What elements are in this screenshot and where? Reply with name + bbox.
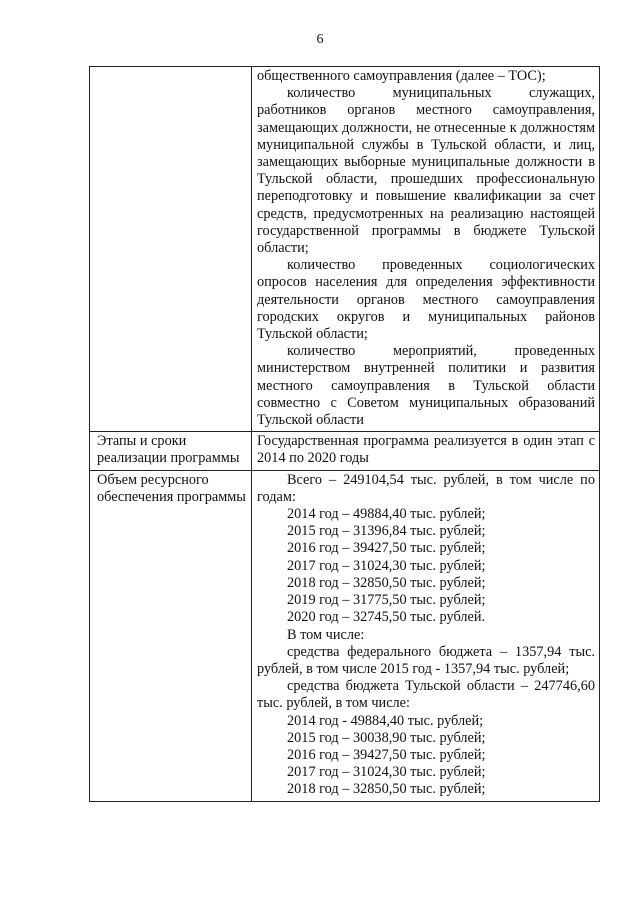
regional-year: 2018 год – 32850,50 тыс. рублей; (287, 781, 486, 798)
regional-year: 2014 год - 49884,40 тыс. рублей; (287, 712, 484, 729)
federal-funds: средства федерального бюджета – 1357,94 тыс. рублей, в том числе 2015 год - 1357,94 тыс. рублей; (257, 643, 595, 677)
row-content (252, 67, 600, 432)
table-row (90, 470, 600, 801)
regional-year: 2015 год – 30038,90 тыс. рублей; (287, 729, 486, 746)
table-row (90, 67, 600, 432)
indicator-item: количество мероприятий, проведенных министерством внутренней политики и развития местного самоуправления в Тульской области совместно с Советом муниципальных образований Тульской области (257, 343, 595, 429)
funding-year: 2017 год – 31024,30 тыс. рублей; (287, 557, 486, 574)
row-label: Этапы и сроки реализации программы (90, 432, 252, 470)
funding-year: 2016 год – 39427,50 тыс. рублей; (287, 540, 486, 557)
funding-year: 2018 год – 32850,50 тыс. рублей; (287, 574, 486, 591)
indicator-item: количество муниципальных служащих, работников органов местного самоуправления, замещающих должности, не отнесенные к должностям муниципальной службы в Тульской области, и лиц, замещающих выборные муниципальные должности в Тульской области, прошедших профессиональную переподготовку и повышение квалификации за счет средств, предусмотренных на реализацию настоящей государственной программы в бюджете Тульской области; (257, 85, 595, 257)
funding-year: 2019 год – 31775,50 тыс. рублей; (287, 592, 486, 609)
row-content (252, 432, 600, 470)
including-label: В том числе: (287, 626, 365, 643)
funding-year: 2014 год – 49884,40 тыс. рублей; (287, 506, 486, 523)
program-passport-table (89, 66, 600, 802)
regional-year: 2016 год – 39427,50 тыс. рублей; (287, 746, 486, 763)
row-content (252, 470, 600, 801)
page-number: 6 (316, 32, 324, 47)
funding-year: 2015 год – 31396,84 тыс. рублей; (287, 523, 486, 540)
funding-year: 2020 год – 32745,50 тыс. рублей. (287, 609, 486, 626)
continued-line: общественного самоуправления (далее – ТОС); (257, 68, 546, 84)
funding-total: Всего – 249104,54 тыс. рублей, в том числе по годам: (257, 471, 595, 505)
table-row (90, 432, 600, 470)
regional-funds: средства бюджета Тульской области – 247746,60 тыс. рублей, в том числе: (257, 678, 595, 712)
stages-text: Государственная программа реализуется в один этап с 2014 по 2020 годы (257, 433, 595, 467)
row-label (90, 67, 252, 432)
row-label: Объем ресурсного обеспечения программы (90, 470, 252, 801)
regional-year: 2017 год – 31024,30 тыс. рублей; (287, 764, 486, 781)
indicator-item: количество проведенных социологических опросов населения для определения эффективности деятельности органов местного самоуправления городских округов и муниципальных районов Тульской области; (257, 257, 595, 343)
